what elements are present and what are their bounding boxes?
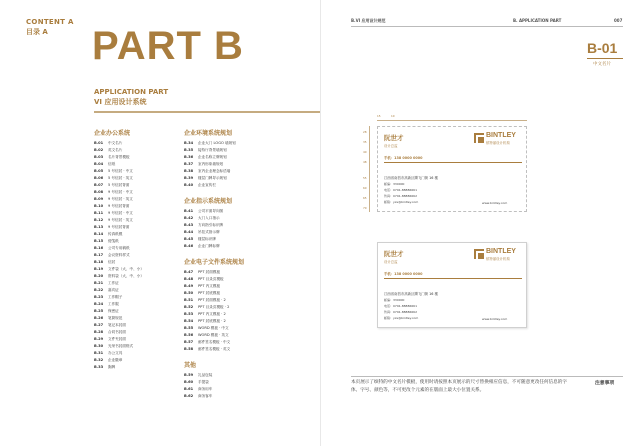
toc-item-label: 方向指引标识牌 — [198, 223, 224, 227]
toc-item-number: B.44 — [184, 230, 194, 234]
toc-item[interactable] — [94, 175, 176, 182]
toc-item[interactable] — [94, 245, 176, 252]
toc-item-label: PPT 内文模板 — [198, 284, 221, 288]
dimension-label: 28 — [363, 130, 367, 134]
toc-item-number: B.04 — [94, 162, 104, 166]
toc-item-label: 名片背景模板 — [108, 155, 130, 159]
card-postcode: 邮编：330000 — [384, 182, 405, 186]
toc-item-label: 企业徽章 — [108, 358, 123, 362]
toc-item-label: 邮件签名模板 · 中文 — [198, 340, 231, 344]
dimension-label: 48 — [363, 160, 367, 164]
toc-item-label: 工作帽子 — [108, 295, 123, 299]
toc-item-number: B.32 — [94, 358, 104, 362]
toc-item-label: 5 号信封 · 英文 — [108, 176, 133, 180]
toc-item-number: B.08 — [94, 190, 104, 194]
toc-item[interactable] — [184, 339, 284, 346]
toc-item-number: B.13 — [94, 225, 104, 229]
toc-item-label: WORD 模板 · 中文 — [198, 326, 229, 330]
toc-item-label: PPT 内文模板 · 2 — [198, 312, 226, 316]
running-header-left: B.VI 应用设计规范 — [351, 18, 386, 23]
toc-item[interactable] — [94, 189, 176, 196]
section-code: B-01 — [587, 40, 618, 56]
card-fax: 传真：0791-88886662 — [384, 310, 417, 314]
card-fax: 传真：0791-88886662 — [384, 194, 417, 198]
toc-item-label: PPT 目录页模板 · 2 — [198, 305, 230, 309]
toc-item[interactable] — [94, 252, 176, 259]
dimension-label: 15 — [377, 114, 381, 118]
toc-item[interactable] — [184, 332, 284, 339]
card-brand-cn: 缤特丽设计机构 — [486, 141, 510, 145]
toc-item-number: B.09 — [94, 197, 104, 201]
toc-item[interactable] — [94, 203, 176, 210]
dimension-line-top — [377, 120, 527, 121]
toc-item[interactable] — [94, 259, 176, 266]
toc-item-number: B.15 — [94, 239, 104, 243]
page-number: 007 — [614, 18, 623, 23]
toc-item-label: 接待厅背景墙规划 — [198, 148, 227, 152]
toc-item-number: B.01 — [94, 141, 104, 145]
toc-item-label: 公司平面导向图 — [198, 209, 224, 213]
toc-item[interactable] — [184, 168, 284, 175]
toc-item-label: 文件夹封面 — [108, 337, 126, 341]
toc-item-number: B.12 — [94, 218, 104, 222]
toc-item-number: B.10 — [94, 204, 104, 208]
toc-item[interactable] — [94, 350, 176, 357]
toc-item-number: B.37 — [184, 162, 194, 166]
content-label: CONTENT A — [26, 18, 74, 26]
toc-item-label: 英文名片 — [108, 148, 123, 152]
toc-item-number: B.22 — [94, 288, 104, 292]
toc-item-label: 室内企业理念标语墙 — [198, 169, 231, 173]
toc-item-label: 5 号信封背面 — [108, 183, 130, 187]
toc-item-label: 9 号信封背面 — [108, 225, 130, 229]
toc-item-number: B.16 — [94, 246, 104, 250]
toc-column-1 — [94, 128, 176, 371]
toc-item[interactable] — [184, 283, 284, 290]
toc-item-label: 楼层门牌导示规划 — [198, 176, 227, 180]
toc-item-number: B.49 — [184, 284, 194, 288]
toc-item-number: B.07 — [94, 183, 104, 187]
toc-item-number: B.23 — [94, 295, 104, 299]
toc-item[interactable] — [184, 297, 284, 304]
toc-item[interactable] — [94, 147, 176, 154]
toc-item-label: 5 号信封 · 中文 — [108, 169, 133, 173]
card-brand: BINTLEY — [486, 248, 516, 255]
toc-item-label: 商务用车 — [198, 387, 213, 391]
toc-section-gap — [184, 250, 284, 257]
section-code-subtitle: 中文名片 — [593, 62, 611, 67]
business-card-template — [377, 126, 527, 212]
dimension-line-left — [369, 126, 370, 212]
note-divider — [351, 376, 623, 377]
toc-item-label: PPT 封面模板 · 2 — [198, 298, 226, 302]
toc-item-number: B.58 — [184, 347, 194, 351]
toc-item[interactable] — [94, 210, 176, 217]
toc-item-label: 9 号信封 · 英文 — [108, 197, 133, 201]
toc-item[interactable] — [94, 329, 176, 336]
card-web: www.bintley.com — [482, 201, 508, 205]
card-brand: BINTLEY — [486, 132, 516, 139]
toc-item[interactable] — [184, 215, 284, 222]
toc-item[interactable] — [184, 222, 284, 229]
application-title-en: APPLICATION PART — [94, 88, 169, 96]
toc-item-number: B.45 — [184, 237, 194, 241]
toc-item-number: B.61 — [184, 387, 194, 391]
toc-section-gap — [184, 189, 284, 196]
toc-item[interactable] — [184, 229, 284, 236]
toc-item-number: B.41 — [184, 209, 194, 213]
toc-item-number: B.33 — [94, 365, 104, 369]
card-email: 邮箱：yxs@bintley.com — [384, 316, 419, 320]
toc-item-number: B.31 — [94, 351, 104, 355]
toc-item[interactable] — [94, 315, 176, 322]
toc-item[interactable] — [94, 182, 176, 189]
card-postcode: 邮编：330000 — [384, 298, 405, 302]
card-divider — [384, 162, 522, 163]
toc-item[interactable] — [94, 161, 176, 168]
toc-item-number: B.14 — [94, 232, 104, 236]
card-phone: 手机：138 0000 0000 — [384, 156, 423, 160]
toc-item-label: 胸牌 — [108, 365, 116, 369]
toc-item-number: B.36 — [184, 155, 194, 159]
toc-item[interactable] — [94, 154, 176, 161]
toc-item-label: 中文名片 — [108, 141, 123, 145]
business-card-mockup — [377, 242, 527, 328]
application-title-cn: VI 应用设计系统 — [94, 98, 147, 106]
toc-item-label: 企业大门 LOGO 墙规划 — [198, 141, 236, 145]
toc-item-label: 文件袋（大、中、小） — [108, 267, 144, 271]
card-tel: 电话：0791-88886661 — [384, 188, 417, 192]
toc-item[interactable] — [184, 182, 284, 189]
toc-item-number: B.30 — [94, 344, 104, 348]
toc-item-number: B.21 — [94, 281, 104, 285]
toc-item[interactable] — [94, 308, 176, 315]
toc-item-label: 资料袋（大、中、小） — [108, 274, 144, 278]
toc-item-label: 嘉宾证 — [108, 288, 119, 292]
toc-item[interactable] — [94, 266, 176, 273]
toc-section-title: 其他 — [184, 362, 197, 369]
toc-item-label: 楼层标识牌 — [198, 237, 216, 241]
toc-item[interactable] — [184, 269, 284, 276]
toc-item[interactable] — [94, 322, 176, 329]
toc-item-label: 便笺纸 — [108, 239, 119, 243]
dimension-label: 65 — [363, 196, 367, 200]
dimension-label: 70 — [363, 206, 367, 210]
toc-item[interactable] — [184, 372, 284, 379]
toc-item-label: 光荣书封面格式 — [108, 344, 134, 348]
toc-item-number: B.29 — [94, 337, 104, 341]
dimension-label: 40 — [363, 150, 367, 154]
toc-item-label: 礼品包装 — [198, 373, 213, 377]
toc-item-label: PPT 封底模板 — [198, 291, 221, 295]
toc-item-label: 工作服 — [108, 302, 119, 306]
toc-section-title: 企业指示系统规划 — [184, 198, 233, 205]
brand-logo-icon — [474, 133, 484, 143]
toc-item[interactable] — [94, 168, 176, 175]
toc-item[interactable] — [184, 304, 284, 311]
card-email: 邮箱：yxs@bintley.com — [384, 200, 419, 204]
toc-item[interactable] — [184, 379, 284, 386]
toc-item-label: 办公文具 — [108, 351, 123, 355]
toc-item-label: 保密证 — [108, 309, 119, 313]
toc-item-number: B.50 — [184, 291, 194, 295]
toc-item-number: B.03 — [94, 155, 104, 159]
toc-item-number: B.43 — [184, 223, 194, 227]
toc-item-label: WORD 模板 · 英文 — [198, 333, 229, 337]
toc-item[interactable] — [184, 175, 284, 182]
toc-item[interactable] — [184, 236, 284, 243]
toc-section-title: 企业电子文件系统规划 — [184, 259, 245, 266]
toc-item[interactable] — [94, 238, 176, 245]
toc-item-label: 室内形象墙规划 — [198, 162, 224, 166]
right-page — [320, 0, 640, 446]
toc-item-label: 商务客车 — [198, 394, 213, 398]
dimension-label: 10 — [391, 114, 395, 118]
dimension-label: 60 — [363, 186, 367, 190]
toc-item-label: 会议资料样式 — [108, 253, 130, 257]
toc-item[interactable] — [94, 140, 176, 147]
card-name: 阮世才 — [384, 134, 404, 142]
toc-item-number: B.51 — [184, 298, 194, 302]
toc-section-title: 企业环境系统规划 — [184, 130, 233, 137]
header-divider — [351, 26, 623, 27]
toc-item-number: B.19 — [94, 267, 104, 271]
card-name: 阮世才 — [384, 250, 404, 258]
toc-item-number: B.27 — [94, 323, 104, 327]
card-phone: 手机：138 0000 0000 — [384, 272, 423, 276]
toc-item[interactable] — [184, 325, 284, 332]
toc-item[interactable] — [184, 311, 284, 318]
toc-item-number: B.59 — [184, 373, 194, 377]
toc-item-label: PPT 封底模板 · 2 — [198, 319, 226, 323]
toc-item-number: B.18 — [94, 260, 104, 264]
toc-item-number: B.34 — [184, 141, 194, 145]
toc-item-number: B.26 — [94, 316, 104, 320]
toc-item-number: B.47 — [184, 270, 194, 274]
card-divider — [384, 278, 522, 279]
brand-logo-icon — [474, 249, 484, 259]
toc-item[interactable] — [94, 301, 176, 308]
toc-item-number: B.40 — [184, 183, 194, 187]
toc-item-number: B.24 — [94, 302, 104, 306]
toc-item[interactable] — [184, 208, 284, 215]
toc-item-label: 企业宣传栏 — [198, 183, 216, 187]
toc-item-number: B.06 — [94, 176, 104, 180]
toc-item[interactable] — [94, 280, 176, 287]
card-address: 江西省南昌市高新区腾飞门街 16 楼 — [384, 292, 438, 296]
toc-item-number: B.38 — [184, 169, 194, 173]
toc-item[interactable] — [94, 217, 176, 224]
toc-item-label: 信纸 — [108, 162, 116, 166]
toc-item-label: 9 号信封背面 — [108, 204, 130, 208]
toc-item-label: 企业门牌标牌 — [198, 244, 220, 248]
card-address: 江西省南昌市高新区腾飞门街 16 楼 — [384, 176, 438, 180]
toc-item-number: B.05 — [94, 169, 104, 173]
title-divider — [94, 111, 320, 113]
toc-item-number: B.54 — [184, 319, 194, 323]
toc-item-number: B.62 — [184, 394, 194, 398]
toc-item-number: B.53 — [184, 312, 194, 316]
toc-item[interactable] — [94, 196, 176, 203]
toc-item[interactable] — [94, 364, 176, 371]
toc-item[interactable] — [184, 147, 284, 154]
dimension-label: 55 — [363, 176, 367, 180]
toc-item-number: B.02 — [94, 148, 104, 152]
toc-item-number: B.25 — [94, 309, 104, 313]
note-text: 本页展示了缤特的中文名片模板，使用时请按照本页展示的尺寸替换相应信息，不可随意更改任何信息的字体、字号、颜色等，不可更改个元素的在版面上最大小位置关系。 — [351, 380, 567, 393]
toc-item-number: B.60 — [184, 380, 194, 384]
toc-item[interactable] — [94, 231, 176, 238]
part-title: PART B — [92, 24, 244, 68]
toc-item-label: 合同书封面 — [108, 330, 126, 334]
toc-item[interactable] — [184, 318, 284, 325]
toc-item-number: B.28 — [94, 330, 104, 334]
toc-item-number: B.55 — [184, 326, 194, 330]
toc-item-label: 大门入口指示 — [198, 216, 220, 220]
toc-item-number: B.35 — [184, 148, 194, 152]
toc-item-number: B.39 — [184, 176, 194, 180]
toc-item[interactable] — [184, 140, 284, 147]
toc-item[interactable] — [184, 161, 284, 168]
toc-item-label: 信封 — [108, 260, 116, 264]
toc-item-label: 9 号信封 · 中文 — [108, 190, 133, 194]
toc-item-label: 企业名称立牌规划 — [198, 155, 227, 159]
dimension-label: 35 — [363, 140, 367, 144]
running-header-mid: B. APPLICATION PART — [513, 18, 562, 23]
toc-item[interactable] — [184, 393, 284, 400]
card-tel: 电话：0791-88886661 — [384, 304, 417, 308]
toc-item-label: 笔筒规范 — [108, 316, 123, 320]
card-brand-cn: 缤特丽设计机构 — [486, 257, 510, 261]
toc-item-label: 9 号信封 · 英文 — [108, 218, 133, 222]
section-code-underline — [587, 58, 623, 59]
toc-item[interactable] — [184, 154, 284, 161]
toc-item-label: 笔记本封面 — [108, 323, 126, 327]
card-web: www.bintley.com — [482, 317, 508, 321]
toc-column-2 — [184, 128, 284, 400]
toc-item-label: 邮件签名模板 · 英文 — [198, 347, 231, 351]
toc-item-number: B.42 — [184, 216, 194, 220]
toc-item[interactable] — [184, 346, 284, 353]
toc-item-number: B.20 — [94, 274, 104, 278]
toc-section-gap — [184, 353, 284, 360]
toc-item-label: PPT 封面模板 — [198, 270, 221, 274]
toc-item-label: 手提袋 — [198, 380, 209, 384]
toc-item[interactable] — [94, 224, 176, 231]
toc-item-label: 吊挂式指示牌 — [198, 230, 220, 234]
toc-item[interactable] — [94, 357, 176, 364]
toc-item[interactable] — [94, 273, 176, 280]
card-role: 设计总监 — [384, 144, 398, 148]
toc-item[interactable] — [94, 336, 176, 343]
toc-item[interactable] — [184, 276, 284, 283]
toc-item-number: B.17 — [94, 253, 104, 257]
toc-item-number: B.57 — [184, 340, 194, 344]
toc-item-number: B.46 — [184, 244, 194, 248]
toc-item-label: 工作证 — [108, 281, 119, 285]
toc-item-label: 传真纸模 — [108, 232, 123, 236]
card-role: 设计总监 — [384, 260, 398, 264]
toc-item-number: B.48 — [184, 277, 194, 281]
toc-section-title: 企业办公系统 — [94, 130, 131, 137]
toc-item[interactable] — [184, 386, 284, 393]
toc-item[interactable] — [94, 294, 176, 301]
note-title: 注意事项 — [595, 381, 615, 386]
toc-item[interactable] — [94, 343, 176, 350]
toc-item[interactable] — [184, 290, 284, 297]
content-sub-label: 目录 A — [26, 28, 48, 36]
toc-item-label: PPT 目录页模板 — [198, 277, 224, 281]
toc-item-label: 9 号信封 · 中文 — [108, 211, 133, 215]
toc-item[interactable] — [94, 287, 176, 294]
toc-item-label: 公司专用稿纸 — [108, 246, 130, 250]
toc-item[interactable] — [184, 243, 284, 250]
toc-item-number: B.52 — [184, 305, 194, 309]
toc-item-number: B.56 — [184, 333, 194, 337]
toc-item-number: B.11 — [94, 211, 104, 215]
